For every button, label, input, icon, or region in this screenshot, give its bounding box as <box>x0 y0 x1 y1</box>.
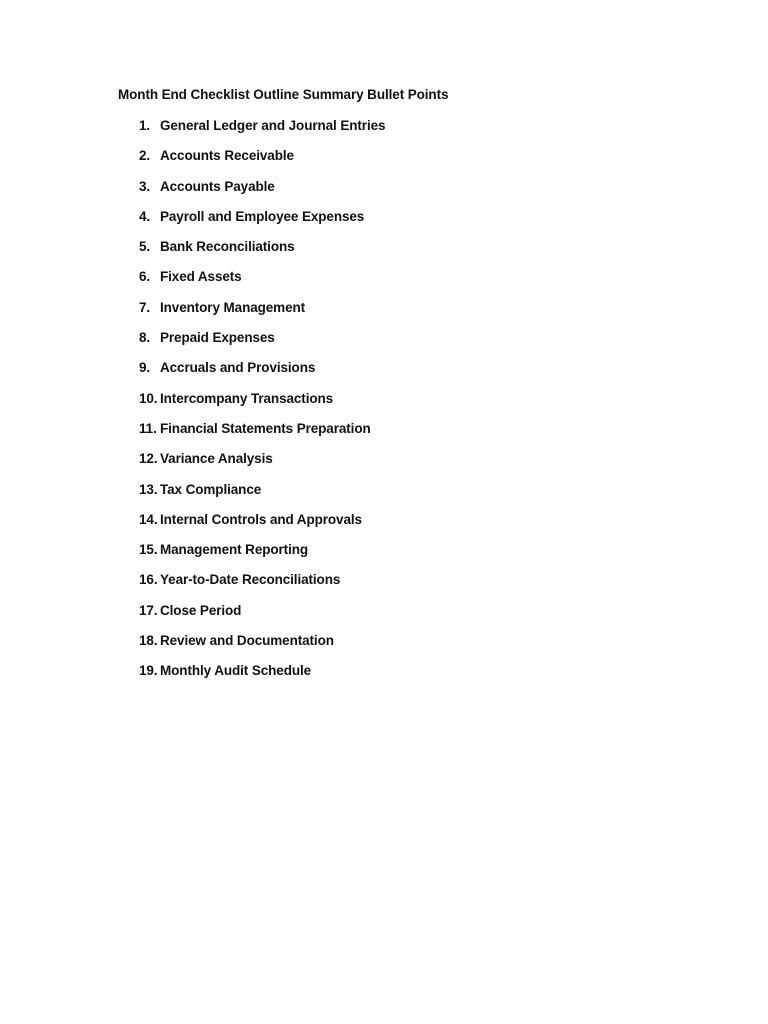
list-item-label: Review and Documentation <box>160 633 334 649</box>
list-item-number: 5. <box>139 239 151 255</box>
list-item-label: Variance Analysis <box>160 451 273 467</box>
list-item-number: 14. <box>139 511 158 527</box>
list-item-number: 1. <box>139 118 151 133</box>
list-item-number: 8. <box>139 330 151 346</box>
list-item-number: 13. <box>139 481 158 497</box>
list-item-label: Monthly Audit Schedule <box>160 663 312 679</box>
list-item-label: Accounts Receivable <box>160 148 294 164</box>
list-item-label: Financial Statements Preparation <box>160 420 371 436</box>
list-item-number: 16. <box>139 572 158 588</box>
list-item-number: 7. <box>139 299 151 315</box>
list-item-number: 18. <box>139 633 158 649</box>
list-item-number: 17. <box>139 602 158 618</box>
list-item-label: Payroll and Employee Expenses <box>160 208 365 224</box>
list-item-label: Bank Reconciliations <box>160 239 295 255</box>
list-item-label: Year-to-Date Reconciliations <box>160 572 341 588</box>
list-item-number: 2. <box>139 148 151 164</box>
list-item-label: Prepaid Expenses <box>160 330 275 346</box>
list-item-label: Accruals and Provisions <box>160 360 316 376</box>
list-item-number: 11. <box>139 420 157 436</box>
list-item-number: 15. <box>139 542 158 558</box>
list-item-label: Inventory Management <box>160 299 306 315</box>
list-item-label: Close Period <box>160 602 242 618</box>
list-item-label: Tax Compliance <box>160 481 262 497</box>
list-item-number: 9. <box>139 360 151 376</box>
list-item-label: General Ledger and Journal Entries <box>160 118 386 133</box>
list-item-number: 4. <box>139 208 151 224</box>
list-item-label: Fixed Assets <box>160 269 242 285</box>
list-item-label: Intercompany Transactions <box>160 390 334 406</box>
list-item-label: Accounts Payable <box>160 178 275 194</box>
list-item-number: 19. <box>139 663 158 679</box>
document-title: Month End Checklist Outline Summary Bullet Points <box>118 87 449 102</box>
list-item-label: Internal Controls and Approvals <box>160 511 362 527</box>
list-item-number: 12. <box>139 451 158 467</box>
list-item-number: 10. <box>139 390 158 406</box>
list-item-label: Management Reporting <box>160 542 309 558</box>
list-item-number: 3. <box>139 178 151 194</box>
list-item-number: 6. <box>139 269 151 285</box>
